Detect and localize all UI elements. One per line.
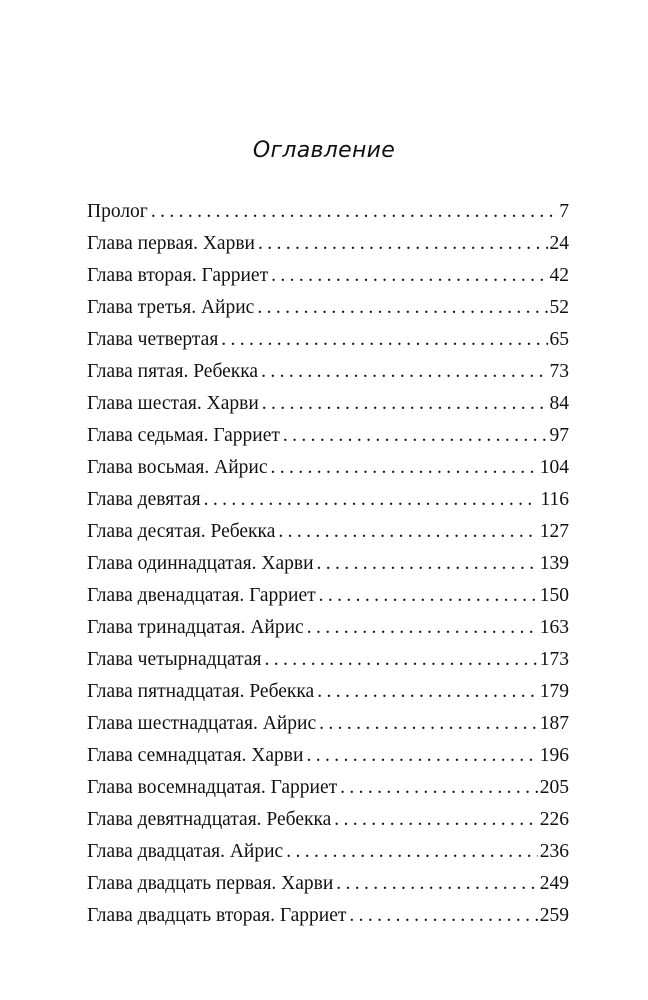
dot-leader: [340, 772, 538, 804]
toc-entry-page-number: 7: [559, 201, 569, 222]
toc-entry: [87, 868, 569, 900]
toc-entry-label: Глава шестнадцатая. Айрис: [87, 713, 317, 734]
toc-entry: [87, 196, 569, 228]
toc-entry-label: Пролог: [87, 201, 148, 222]
toc-entry-label: Глава двадцать вторая. Гарриет: [87, 905, 347, 926]
toc-entry-page-number: 104: [539, 457, 569, 478]
toc-entry-page-number: 73: [549, 361, 569, 382]
toc-entry-label: Глава четвертая: [87, 329, 219, 350]
dot-leader: [317, 676, 538, 708]
toc-entry-label: Глава тринадцатая. Айрис: [87, 617, 304, 638]
dot-leader: [334, 804, 537, 836]
toc-entry-page-number: 236: [539, 841, 569, 862]
table-of-contents: [87, 196, 569, 932]
dot-leader: [265, 644, 538, 676]
dot-leader: [278, 516, 537, 548]
dot-leader: [204, 484, 539, 516]
dot-leader: [270, 452, 537, 484]
toc-entry-label: Глава восемнадцатая. Гарриет: [87, 777, 338, 798]
toc-entry-label: Глава восьмая. Айрис: [87, 457, 268, 478]
toc-entry: [87, 388, 569, 420]
toc-entry-page-number: 226: [539, 809, 569, 830]
toc-entry-page-number: 127: [539, 521, 569, 542]
toc-entry-label: Глава первая. Харви: [87, 233, 255, 254]
toc-entry: [87, 420, 569, 452]
toc-entry-label: Глава двадцатая. Айрис: [87, 841, 284, 862]
toc-entry-page-number: 187: [539, 713, 569, 734]
dot-leader: [271, 260, 547, 292]
toc-entry-label: Глава десятая. Ребекка: [87, 521, 276, 542]
dot-leader: [306, 740, 537, 772]
toc-entry: [87, 612, 569, 644]
toc-entry: [87, 644, 569, 676]
toc-entry: [87, 740, 569, 772]
toc-entry-page-number: 116: [540, 489, 569, 510]
toc-entry-label: Глава двенадцатая. Гарриет: [87, 585, 316, 606]
toc-entry-label: Глава одиннадцатая. Харви: [87, 553, 314, 574]
toc-entry-page-number: 97: [549, 425, 569, 446]
dot-leader: [258, 228, 548, 260]
toc-entry: [87, 836, 569, 868]
page-title: Оглавление: [252, 138, 396, 163]
toc-entry-page-number: 84: [549, 393, 569, 414]
toc-entry: [87, 260, 569, 292]
toc-entry: [87, 324, 569, 356]
toc-entry: [87, 676, 569, 708]
toc-entry-page-number: 65: [549, 329, 569, 350]
toc-entry-label: Глава двадцать первая. Харви: [87, 873, 334, 894]
toc-entry-label: Глава вторая. Гарриет: [87, 265, 269, 286]
toc-entry: [87, 516, 569, 548]
dot-leader: [319, 708, 538, 740]
dot-leader: [349, 900, 537, 932]
dot-leader: [261, 356, 547, 388]
toc-entry-page-number: 24: [549, 233, 569, 254]
toc-entry-label: Глава семнадцатая. Харви: [87, 745, 304, 766]
toc-entry-page-number: 163: [539, 617, 569, 638]
toc-entry-page-number: 150: [539, 585, 569, 606]
toc-entry: [87, 708, 569, 740]
toc-entry: [87, 580, 569, 612]
dot-leader: [307, 612, 538, 644]
dot-leader: [283, 420, 548, 452]
toc-entry: [87, 452, 569, 484]
dot-leader: [317, 548, 538, 580]
toc-entry-page-number: 179: [539, 681, 569, 702]
toc-entry-label: Глава шестая. Харви: [87, 393, 259, 414]
toc-entry-label: Глава седьмая. Гарриет: [87, 425, 280, 446]
toc-entry-page-number: 205: [539, 777, 569, 798]
toc-entry-label: Глава девятнадцатая. Ребекка: [87, 809, 332, 830]
toc-entry-label: Глава четырнадцатая: [87, 649, 262, 670]
dot-leader: [151, 196, 557, 228]
toc-entry: [87, 772, 569, 804]
dot-leader: [286, 836, 538, 868]
dot-leader: [336, 868, 537, 900]
toc-entry-page-number: 249: [539, 873, 569, 894]
toc-entry-label: Глава пятнадцатая. Ребекка: [87, 681, 315, 702]
dot-leader: [262, 388, 548, 420]
toc-entry: [87, 356, 569, 388]
toc-entry: [87, 292, 569, 324]
dot-leader: [221, 324, 547, 356]
toc-entry: [87, 228, 569, 260]
toc-entry-label: Глава девятая: [87, 489, 201, 510]
toc-entry-page-number: 173: [539, 649, 569, 670]
toc-entry: [87, 900, 569, 932]
toc-entry-page-number: 196: [539, 745, 569, 766]
toc-entry-page-number: 259: [539, 905, 569, 926]
toc-entry: [87, 548, 569, 580]
toc-entry-label: Глава третья. Айрис: [87, 297, 255, 318]
toc-entry-page-number: 52: [549, 297, 569, 318]
toc-entry-label: Глава пятая. Ребекка: [87, 361, 259, 382]
dot-leader: [319, 580, 538, 612]
toc-entry-page-number: 139: [539, 553, 569, 574]
toc-entry: [87, 484, 569, 516]
toc-entry: [87, 804, 569, 836]
toc-entry-page-number: 42: [549, 265, 569, 286]
dot-leader: [257, 292, 547, 324]
